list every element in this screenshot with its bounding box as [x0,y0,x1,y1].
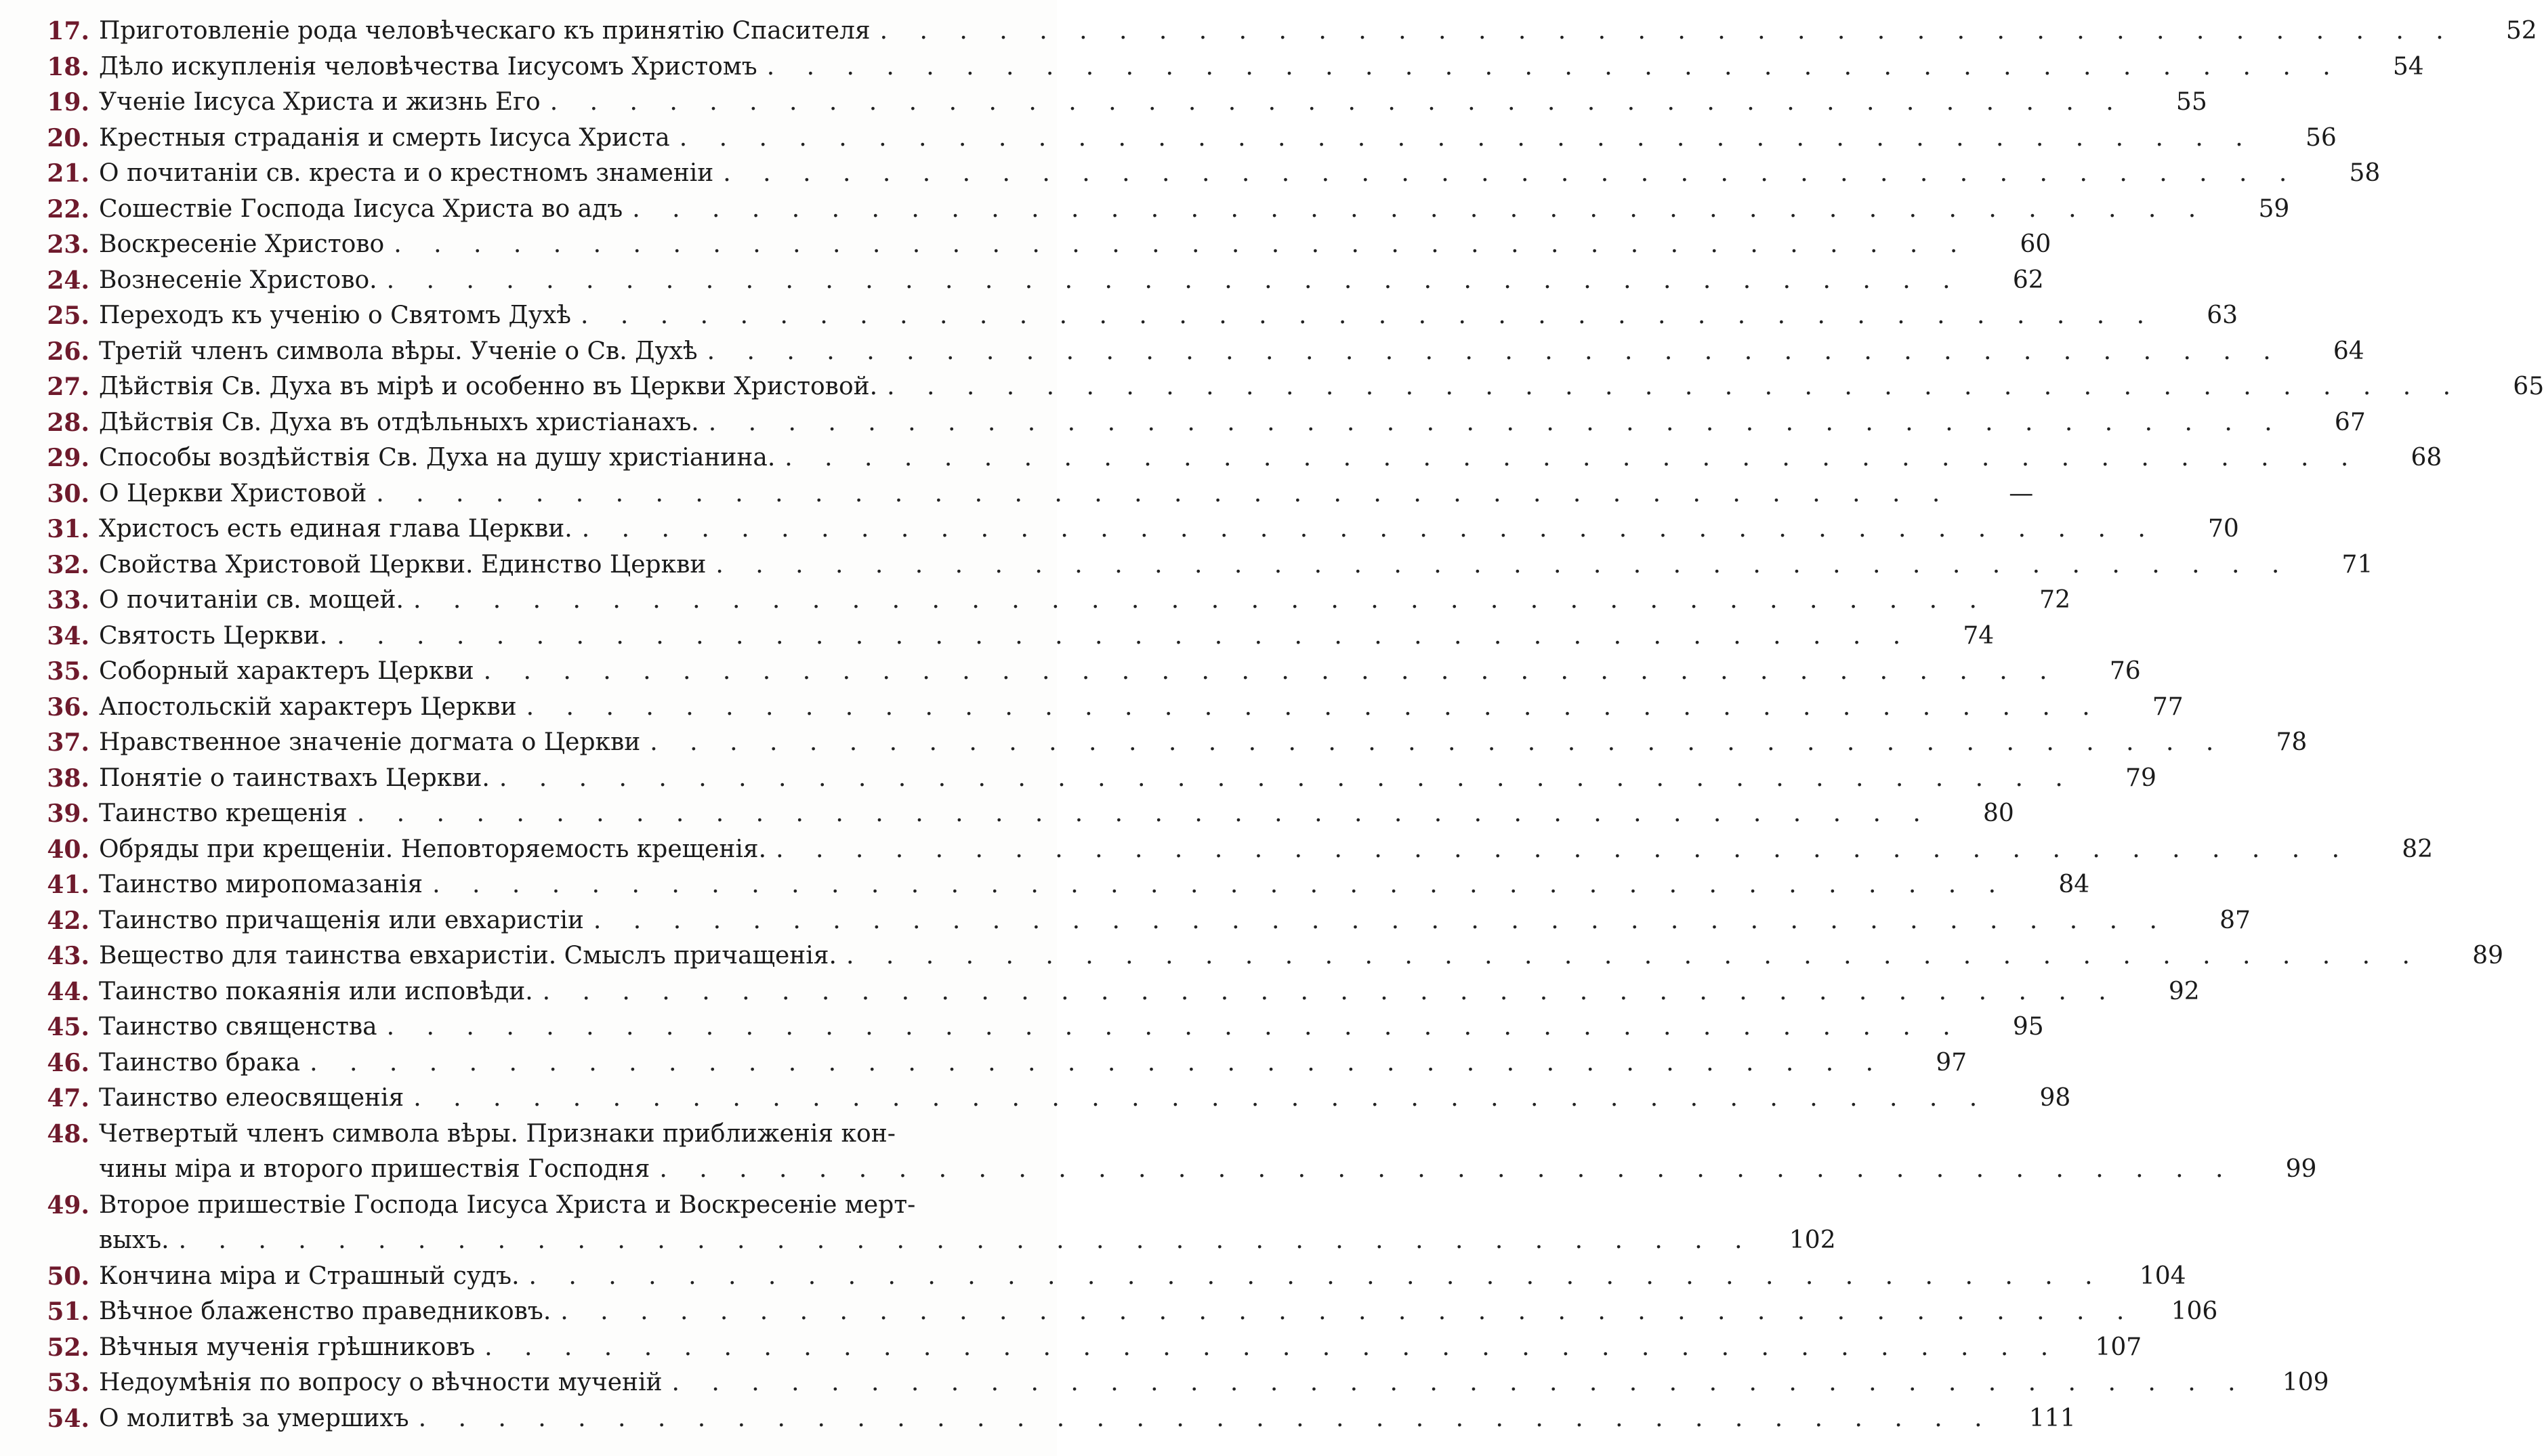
dot-leader [757,49,2343,85]
entry-number: 41. [47,871,89,899]
toc-entry [42,156,2381,192]
page-number: 84 [2058,871,2090,898]
toc-entry [42,938,2503,974]
entry-number: 19. [47,88,89,117]
entry-line [99,1223,1836,1259]
page-number: 106 [2171,1297,2218,1325]
entry-line [99,974,2200,1010]
entry-body [99,1188,1836,1259]
entry-title: Второе пришествіе Господа Іисуса Христа и Воскресеніе мерт- [99,1190,916,1219]
page-number: 82 [2402,835,2434,863]
entry-number: 48. [47,1119,89,1148]
entry-body [99,903,2251,939]
entry-line [99,192,2290,228]
page-number: 68 [2411,444,2442,472]
entry-line [99,405,2366,441]
toc-entry [42,1401,2076,1437]
entry-body [99,583,2070,619]
entry-title: Дѣйствія Св. Духа въ отдѣльныхъ христіанахъ. [99,408,699,436]
entry-number: 18. [47,52,89,81]
page-number: 58 [2349,159,2381,187]
entry-number: 47. [47,1084,89,1112]
toc-entry [42,583,2070,619]
entry-number: 22. [47,194,89,224]
toc-entry [42,690,2184,726]
entry-title: Свойства Христовой Церкви. Единство Церкви [99,550,707,579]
dot-leader [517,690,2102,726]
dot-leader [404,583,1989,619]
entry-number: 36. [47,692,89,722]
entry-title: Таинство причащенія или евхаристіи [99,906,584,934]
toc-entry [42,832,2434,868]
dot-leader [377,1010,1963,1045]
entry-line [99,369,2544,405]
entry-title: Соборный характеръ Церкви [99,657,474,685]
entry-number: 39. [47,799,89,828]
entry-body [99,227,2051,263]
dot-leader [706,547,2291,583]
page-number: 78 [2276,728,2308,756]
page-number: 65 [2513,373,2544,400]
entry-title: Дѣйствія Св. Духа въ мірѣ и особенно въ Церкви Христовой. [99,373,878,400]
entry-title: Христосъ есть единая глава Церкви. [99,515,572,543]
entry-line [99,583,2070,619]
entry-title: Вѣчное блаженство праведниковъ. [99,1297,551,1325]
entry-title: Вознесеніе Христово. [99,266,377,294]
entry-title: Таинство священства [99,1013,377,1041]
entry-number: 25. [47,301,89,330]
entry-number: 32. [47,550,89,579]
page-number: 74 [1963,621,1995,650]
entry-line [99,1330,2142,1366]
entry-line [99,619,1995,654]
entry-title: Таинство елеосвященія [99,1084,404,1112]
entry-number: 29. [47,444,89,472]
entry-title: Третій членъ символа вѣры. Ученіе о Св. Духѣ [99,337,698,365]
entry-line [99,1081,2071,1117]
entry-title: выхъ. [99,1226,169,1254]
dot-leader [670,121,2255,157]
entry-title: Вѣчныя мученія грѣшниковъ [99,1333,476,1361]
dot-leader [837,938,2422,974]
entry-line [99,1259,2186,1295]
toc-entry [42,1045,1967,1081]
entry-body [99,867,2090,903]
dot-leader [423,867,2008,903]
entry-body [99,1259,2186,1295]
toc-entry [42,1294,2218,1330]
entry-number: 24. [47,266,89,295]
entry-title: О почитаніи св. креста и о крестномъ знаменіи [99,159,714,187]
toc-entry [42,1010,2044,1045]
page-number: 89 [2472,942,2503,970]
entry-number: 27. [47,373,89,401]
toc-entry [42,725,2308,761]
entry-line [99,1401,2076,1437]
dot-leader [348,796,1933,832]
dot-leader [404,1081,1989,1117]
page-number: 111 [2028,1404,2076,1432]
entry-number: 37. [47,728,89,757]
entry-number: 31. [47,515,89,543]
page-number: 80 [1983,799,2014,827]
entry-title: Таинство покаянія или исповѣди. [99,977,533,1005]
toc-entry [42,654,2141,690]
entry-body [99,156,2381,192]
entry-body [99,1330,2142,1366]
entry-body [99,1365,2329,1401]
dot-leader [698,334,2283,370]
dot-leader [300,1045,1885,1081]
toc-entry [42,85,2207,121]
entry-line [99,156,2381,192]
page-number: 87 [2219,906,2251,934]
dot-leader [766,832,2352,868]
toc-entry [42,14,2537,49]
toc-entry [42,121,2337,157]
dot-leader [384,227,1969,263]
dot-leader [871,14,2456,49]
entry-line [99,725,2308,761]
entry-title: Таинство миропомазанія [99,871,423,898]
page-number: 107 [2095,1333,2142,1361]
entry-number: 17. [47,17,89,45]
page-number: 71 [2341,550,2373,579]
entry-title: Обряды при крещеніи. Неповторяемость крещенія. [99,835,767,863]
dot-leader [775,440,2360,476]
entry-line [99,654,2141,690]
entry-line [99,1010,2044,1045]
dot-leader [623,192,2208,228]
entry-number: 23. [47,230,89,259]
entry-body [99,334,2364,370]
entry-line [99,227,2051,263]
entry-title: Ученіе Іисуса Христа и жизнь Его [99,88,541,116]
toc-entry [42,619,1995,654]
entry-body [99,654,2141,690]
entry-body [99,512,2239,547]
entry-number: 42. [47,906,89,935]
entry-body [99,796,2014,832]
entry-number: 40. [47,835,89,864]
page-number: — [2009,479,2034,507]
entry-line [99,1294,2218,1330]
dot-leader [713,156,2299,192]
entry-body [99,263,2044,299]
entry-line [99,512,2239,547]
dot-leader [699,405,2285,441]
page-number: 56 [2305,123,2337,152]
toc-entry [42,476,2034,512]
entry-body [99,14,2537,49]
page-number: 104 [2139,1262,2186,1290]
entry-title: Кончина міра и Страшный судъ. [99,1262,520,1290]
dot-leader [584,903,2169,939]
entry-line [99,14,2537,49]
toc-entry [42,761,2156,797]
entry-body [99,1117,2317,1188]
page-number: 99 [2285,1155,2317,1183]
dot-leader [640,725,2226,761]
entry-body [99,192,2290,228]
entry-body [99,547,2373,583]
entry-body [99,405,2366,441]
entry-body [99,974,2200,1010]
entry-line [99,334,2364,370]
dot-leader [490,761,2075,797]
entry-number: 34. [47,621,89,650]
entry-number: 35. [47,657,89,686]
entry-title: О молитвѣ за умершихъ [99,1404,409,1432]
entry-line [99,903,2251,939]
entry-body [99,725,2308,761]
page-number: 54 [2392,52,2424,81]
entry-number: 50. [47,1262,89,1291]
page-number: 62 [2012,266,2044,294]
page-number: 70 [2207,515,2239,543]
entry-number: 52. [47,1333,89,1362]
toc-entry [42,227,2051,263]
page-number: 64 [2333,337,2364,365]
entry-line [99,1188,963,1224]
toc-entry [42,974,2200,1010]
entry-line [99,1365,2329,1401]
entry-body [99,49,2424,85]
entry-title: Недоумѣнія по вопросу о вѣчности мученій [99,1369,663,1396]
entry-body [99,619,1995,654]
entry-title: Дѣло искупленія человѣчества Іисусомъ Христомъ [99,52,757,81]
entry-title: Крестныя страданія и смерть Іисуса Христа [99,123,670,152]
entry-title: чины міра и второго пришествія Господня [99,1155,650,1183]
entry-number: 46. [47,1048,89,1077]
entry-title: Переходъ къ ученію о Святомъ Духѣ [99,301,572,329]
entry-body [99,832,2434,868]
page-number: 92 [2168,977,2200,1005]
entry-number: 33. [47,586,89,615]
entry-line [99,49,2424,85]
entry-title: Сошествіе Господа Іисуса Христа во адъ [99,194,623,223]
entry-number: 26. [47,337,89,366]
dot-leader [169,1223,1755,1259]
dot-leader [474,654,2060,690]
entry-title: Четвертый членъ символа вѣры. Признаки приближенія кон- [99,1119,896,1148]
entry-line [99,796,2014,832]
entry-body [99,369,2544,405]
entry-line [99,1117,963,1152]
dot-leader [327,619,1913,654]
toc-entry [42,1365,2329,1401]
toc-entry [42,440,2442,476]
toc-entry [42,903,2251,939]
entry-number: 28. [47,408,89,437]
entry-number: 21. [47,159,89,188]
page-number: 76 [2109,657,2141,685]
toc-entry [42,512,2239,547]
toc-entry [42,369,2544,405]
entry-line [99,1045,1967,1081]
entry-line [99,690,2184,726]
dot-leader [551,1294,2136,1330]
toc-entry [42,867,2090,903]
entry-line [99,1152,2317,1188]
entry-number: 45. [47,1013,89,1041]
entry-line [99,761,2156,797]
page-number: 102 [1789,1226,1836,1254]
entry-line [99,440,2442,476]
entry-body [99,761,2156,797]
entry-body [99,690,2184,726]
page-number: 109 [2282,1369,2329,1396]
page-number: 60 [2020,230,2051,258]
entry-title: Понятіе о таинствахъ Церкви. [99,764,490,792]
toc-entry [42,405,2366,441]
entry-body [99,1010,2044,1045]
entry-number: 51. [47,1297,89,1326]
toc-entry [42,547,2373,583]
entry-number: 30. [47,479,89,508]
entry-number: 38. [47,764,89,793]
entry-title: О Церкви Христовой [99,479,367,507]
page-number: 77 [2152,692,2184,721]
entry-body [99,476,2034,512]
toc-entry [42,1117,2317,1188]
entry-line [99,547,2373,583]
toc-entry [42,1259,2186,1295]
entry-number: 44. [47,977,89,1006]
entry-line [99,938,2503,974]
entry-body [99,1401,2076,1437]
entry-body [99,938,2503,974]
toc-entry [42,1081,2071,1117]
toc-entry [42,263,2044,299]
entry-body [99,1081,2071,1117]
table-of-contents [42,14,2544,1436]
page-number: 67 [2334,408,2366,436]
toc-entry [42,49,2424,85]
entry-line [99,298,2238,334]
dot-leader [475,1330,2060,1366]
toc-entry [42,796,2014,832]
entry-body [99,298,2238,334]
entry-title: Апостольскій характеръ Церкви [99,692,517,721]
page-number: 79 [2125,764,2156,792]
page-number: 97 [1936,1048,1967,1077]
toc-entry [42,334,2364,370]
toc-entry [42,192,2290,228]
entry-title: Приготовленіе рода человѣческаго къ принятію Спасителя [99,17,871,45]
dot-leader [377,263,1963,299]
page-number: 98 [2039,1084,2071,1112]
entry-title: Воскресеніе Христово [99,230,385,258]
toc-entry [42,298,2238,334]
entry-title: Таинство крещенія [99,799,348,827]
entry-line [99,476,2034,512]
entry-body [99,440,2442,476]
page-number: 63 [2207,301,2238,329]
entry-number: 20. [47,123,89,152]
dot-leader [650,1152,2235,1188]
entry-line [99,832,2434,868]
entry-line [99,867,2090,903]
page-number: 52 [2505,17,2537,45]
entry-number: 53. [47,1369,89,1397]
page-number: 55 [2175,88,2207,116]
entry-body [99,85,2207,121]
entry-line [99,85,2207,121]
entry-number: 49. [47,1190,89,1220]
dot-leader [571,298,2156,334]
page-number: 95 [2012,1013,2044,1041]
dot-leader [520,1259,2105,1295]
entry-title: Способы воздѣйствія Св. Духа на душу христіанина. [99,444,776,472]
dot-leader [533,974,2119,1010]
toc-entry [42,1188,1836,1259]
entry-title: Таинство брака [99,1048,301,1077]
dot-leader [409,1401,1995,1437]
entry-title: О почитаніи св. мощей. [99,586,404,614]
entry-title: Нравственное значеніе догмата о Церкви [99,728,641,756]
page-number: 72 [2039,586,2070,614]
dot-leader [541,85,2126,121]
page-number: 59 [2258,194,2290,223]
entry-line [99,263,2044,299]
entry-line [99,121,2337,157]
dot-leader [663,1365,2248,1401]
entry-number: 54. [47,1404,89,1433]
dot-leader [572,512,2158,547]
entry-body [99,1294,2218,1330]
dot-leader [877,369,2463,405]
dot-leader [367,476,1952,512]
toc-entry [42,1330,2142,1366]
entry-title: Вещество для таинства евхаристіи. Смыслъ причащенія. [99,942,837,970]
entry-body [99,121,2337,157]
entry-number: 43. [47,942,89,970]
entry-title: Святость Церкви. [99,621,328,650]
entry-body [99,1045,1967,1081]
